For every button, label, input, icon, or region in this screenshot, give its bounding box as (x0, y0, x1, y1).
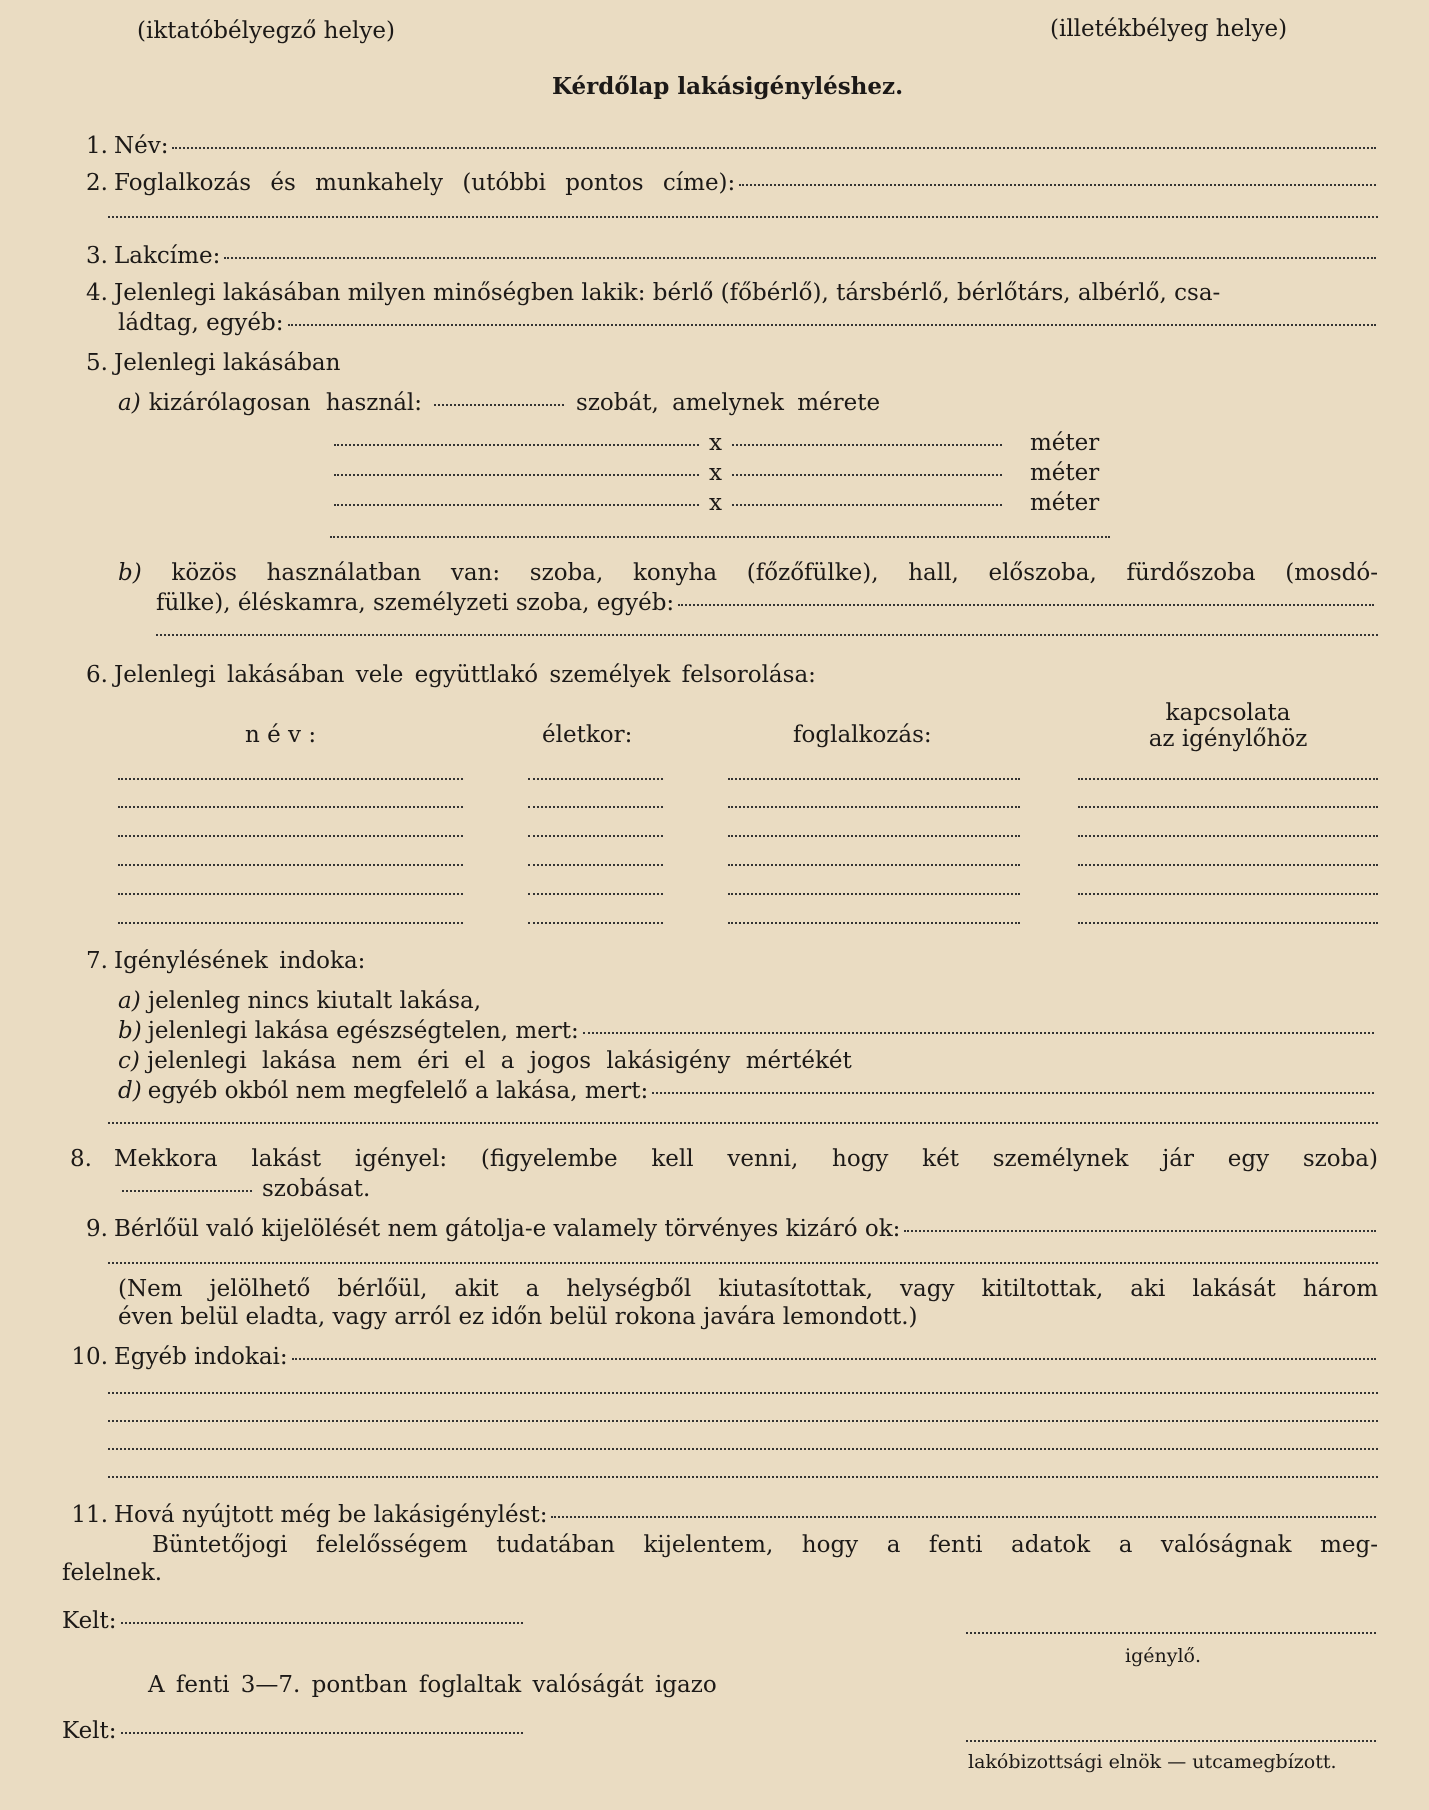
dated2-label: Kelt: (62, 1718, 117, 1744)
q8-text: Mekkora lakást igényel: (figyelembe kell venni, hogy két személynek jár egy szoba) (114, 1146, 1378, 1172)
q5-label: Jelenlegi lakásában (114, 350, 341, 376)
q6-age-field[interactable] (528, 893, 663, 895)
q2-label: Foglalkozás és munkahely (utóbbi pontos címe): (114, 170, 736, 196)
q5a-times: x (709, 430, 722, 456)
q8-suffix: szobásat. (262, 1176, 371, 1202)
q4-line1 (70, 280, 1380, 306)
dated2-field[interactable] (121, 1732, 523, 1734)
q9-exclusion-field[interactable] (904, 1230, 1376, 1232)
q6-name-field[interactable] (118, 835, 463, 837)
fee-stamp-place-label: (illetékbélyeg helye) (1050, 16, 1288, 42)
q4-number: 4. (86, 280, 108, 306)
q3-address-field[interactable] (224, 257, 1376, 259)
committee-label: lakóbizottsági elnök — utcamegbízott. (968, 1751, 1337, 1773)
q5b-line1 (118, 560, 1378, 586)
q6-name-field[interactable] (118, 778, 463, 780)
q9-note-line1: (Nem jelölhető bérlőül, akit a helységből kiutasítottak, vagy kitiltottak, aki lakását három (118, 1276, 1378, 1302)
q6-age-field[interactable] (528, 864, 663, 866)
q5a-size-length-field[interactable] (732, 444, 1002, 446)
q10-row (70, 1344, 1380, 1370)
q7c-prefix: c) (118, 1048, 140, 1074)
q6-relation-field[interactable] (1078, 893, 1378, 895)
q10-reasons-field-line[interactable] (108, 1448, 1378, 1450)
q5a-size-width-field[interactable] (334, 444, 699, 446)
q5a-row (118, 390, 958, 416)
q5a-size-row (330, 460, 1110, 486)
q2-occupation-field-line2[interactable] (108, 216, 1378, 218)
q6-age-field[interactable] (528, 835, 663, 837)
q6-relation-field[interactable] (1078, 835, 1378, 837)
q7b-row (118, 1018, 1378, 1044)
q6-col-relation-line2: az igénylőhöz (1148, 726, 1308, 753)
q2-number: 2. (86, 170, 108, 196)
q1-label: Név: (114, 133, 169, 159)
q5a-size-row (330, 490, 1110, 516)
q9-exclusion-field-line2[interactable] (108, 1262, 1378, 1264)
applicant-signature-field[interactable] (966, 1632, 1376, 1634)
q3-address-row (70, 243, 1380, 269)
q5b-line2 (156, 590, 1378, 616)
q9-row (70, 1216, 1380, 1242)
dated2-row (62, 1718, 527, 1744)
q3-number: 3. (86, 243, 108, 269)
q11-label: Hová nyújtott még be lakásigénylést: (114, 1502, 548, 1528)
q5b-text-line2: fülke), éléskamra, személyzeti szoba, egyéb: (156, 590, 675, 616)
q7d-text: egyéb okból nem megfelelő a lakása, mert: (147, 1078, 649, 1104)
q10-reasons-field-line[interactable] (108, 1392, 1378, 1394)
q4-text-line2: ládtag, egyéb: (118, 310, 284, 336)
q10-number: 10. (71, 1344, 108, 1370)
q7-heading (70, 948, 365, 974)
q6-heading (70, 662, 816, 688)
q8-line1 (70, 1146, 1378, 1172)
applicant-label: igénylő. (1125, 1645, 1202, 1667)
q11-number: 11. (71, 1502, 108, 1528)
q6-relation-field[interactable] (1078, 864, 1378, 866)
q10-reasons-field-line[interactable] (108, 1420, 1378, 1422)
certify-text: A fenti 3—7. pontban foglaltak valóságát igazo (148, 1672, 717, 1698)
dated-field[interactable] (121, 1622, 523, 1624)
q7d-reason-field-line2[interactable] (108, 1122, 1378, 1124)
q5b-prefix: b) (118, 560, 142, 586)
q5a-size-row (330, 430, 1110, 456)
q6-age-field[interactable] (528, 806, 663, 808)
q7b-prefix: b) (118, 1018, 142, 1044)
q5a-suffix: szobát, amelynek mérete (576, 390, 881, 416)
q8-line2 (118, 1176, 370, 1202)
stamp-place-label: (iktatóbélyegző helye) (137, 18, 395, 44)
q5-heading (70, 350, 340, 376)
q5a-room-count-field[interactable] (434, 404, 564, 406)
q6-col-name: n é v : (245, 722, 317, 748)
q3-label: Lakcíme: (114, 243, 221, 269)
q5a-times: x (709, 490, 722, 516)
q6-occupation-field[interactable] (728, 893, 1020, 895)
q5a-unit: méter (1029, 430, 1100, 456)
q7c-text: jelenlegi lakása nem éri el a jogos lakásigény mértékét (147, 1048, 852, 1074)
q11-other-applications-field[interactable] (551, 1516, 1376, 1518)
q5a-extra-field[interactable] (330, 536, 1110, 538)
q1-name-row (70, 133, 1380, 159)
q6-occupation-field[interactable] (728, 864, 1020, 866)
q5a-size-length-field[interactable] (732, 504, 1002, 506)
q7-number: 7. (86, 948, 108, 974)
q5a-size-width-field[interactable] (334, 504, 699, 506)
q7d-reason-field[interactable] (652, 1092, 1374, 1094)
q1-number: 1. (86, 133, 108, 159)
q5a-unit: méter (1029, 460, 1100, 486)
q7b-reason-field[interactable] (583, 1032, 1374, 1034)
q6-age-field[interactable] (528, 922, 663, 924)
q5a-size-width-field[interactable] (334, 474, 699, 476)
declaration-line2: felelnek. (62, 1560, 163, 1586)
q6-label: Jelenlegi lakásában vele együttlakó személyek felsorolása: (114, 662, 816, 688)
committee-signature-field[interactable] (966, 1740, 1376, 1742)
q6-relation-field[interactable] (1078, 778, 1378, 780)
q5a-size-length-field[interactable] (732, 474, 1002, 476)
q6-col-age: életkor: (542, 722, 633, 748)
q6-relation-field[interactable] (1078, 806, 1378, 808)
q6-name-field[interactable] (118, 922, 463, 924)
q6-occupation-field[interactable] (728, 806, 1020, 808)
q2-occupation-row (70, 170, 1380, 196)
q6-relation-field[interactable] (1078, 922, 1378, 924)
q6-occupation-field[interactable] (728, 922, 1020, 924)
q7a-prefix: a) (118, 988, 141, 1014)
q9-number: 9. (86, 1216, 108, 1242)
declaration-line1: Büntetőjogi felelősségem tudatában kijelentem, hogy a fenti adatok a valóságnak meg- (152, 1532, 1378, 1558)
q10-reasons-field-line[interactable] (108, 1476, 1378, 1478)
q5a-prefix: a) (118, 390, 141, 416)
q5b-other-field[interactable] (678, 604, 1374, 606)
q5a-times: x (709, 460, 722, 486)
q5a-unit: méter (1029, 490, 1100, 516)
q6-col-relation (1078, 700, 1378, 753)
q6-occupation-field[interactable] (728, 778, 1020, 780)
q7d-row (118, 1078, 1378, 1104)
q6-name-field[interactable] (118, 893, 463, 895)
q5b-text-line1: közös használatban van: szoba, konyha (főzőfülke), hall, előszoba, fürdőszoba (mosdó- (171, 560, 1379, 586)
q7a-text: jelenleg nincs kiutalt lakása, (148, 988, 482, 1014)
q2-occupation-field[interactable] (739, 184, 1376, 186)
q5-number: 5. (86, 350, 108, 376)
q6-occupation-field[interactable] (728, 835, 1020, 837)
q1-name-field[interactable] (172, 147, 1376, 149)
q4-text-line1: Jelenlegi lakásában milyen minőségben lakik: bérlő (főbérlő), társbérlő, bérlőtárs, albérlő, csa- (114, 280, 1221, 306)
q6-number: 6. (86, 662, 108, 688)
q7b-text: jelenlegi lakása egészségtelen, mert: (147, 1018, 579, 1044)
q7d-prefix: d) (118, 1078, 142, 1104)
q6-age-field[interactable] (528, 778, 663, 780)
q9-label: Bérlőül való kijelölését nem gátolja-e valamely törvényes kizáró ok: (114, 1216, 901, 1242)
q9-note-line2: éven belül eladta, vagy arról ez időn belül rokona javára lemondott.) (118, 1304, 918, 1330)
q8-room-count-field[interactable] (122, 1190, 252, 1192)
q6-col-relation-line1: kapcsolata (1165, 700, 1291, 726)
form-title: Kérdőlap lakásigényléshez. (552, 73, 904, 100)
q4-other-field[interactable] (288, 324, 1376, 326)
q4-line2 (118, 310, 1380, 336)
q5b-other-field-line2[interactable] (156, 634, 1378, 636)
q6-name-field[interactable] (118, 864, 463, 866)
q11-row (70, 1502, 1380, 1528)
q7a-row (118, 988, 481, 1014)
q6-name-field[interactable] (118, 806, 463, 808)
dated-row (62, 1608, 527, 1634)
q10-reasons-field[interactable] (292, 1358, 1376, 1360)
q10-label: Egyéb indokai: (114, 1344, 288, 1370)
q6-col-occupation: foglalkozás: (793, 722, 932, 748)
q7-label: Igénylésének indoka: (114, 948, 366, 974)
dated-label: Kelt: (62, 1608, 117, 1634)
q7c-row (118, 1048, 852, 1074)
q5a-label: kizárólagosan használ: (148, 390, 423, 416)
q8-number: 8. (70, 1146, 92, 1172)
